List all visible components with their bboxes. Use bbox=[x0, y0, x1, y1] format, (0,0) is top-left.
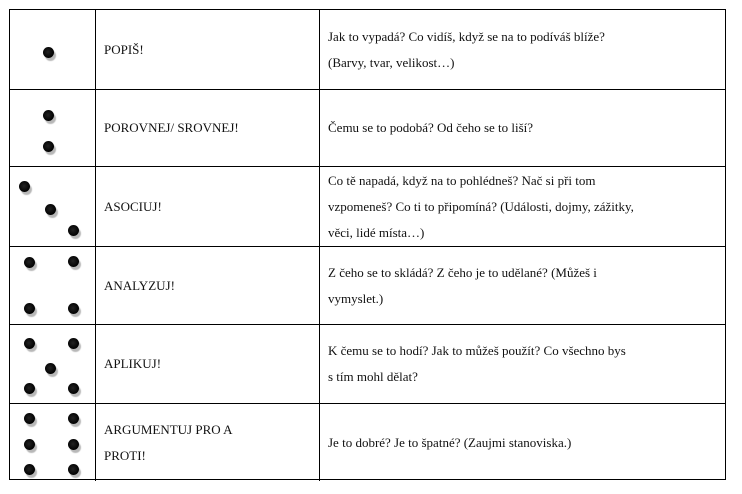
dice-face-2 bbox=[10, 90, 96, 166]
question-line: Z čeho se to skládá? Z čeho je to udělané? (Můžeš i bbox=[328, 264, 597, 280]
question-cell bbox=[320, 10, 725, 89]
dot-icon bbox=[24, 413, 35, 424]
dice-face-6 bbox=[10, 404, 96, 481]
table-row bbox=[10, 403, 725, 481]
dot-icon bbox=[24, 464, 35, 475]
action-label: ASOCIUJ! bbox=[104, 198, 162, 214]
question-line: Co tě napadá, když na to pohlédneš? Nač si při tom bbox=[328, 172, 596, 188]
action-cell bbox=[96, 404, 320, 481]
table-row bbox=[10, 89, 725, 166]
action-cell bbox=[96, 167, 320, 246]
question-cell bbox=[320, 90, 725, 166]
dot-icon bbox=[68, 464, 79, 475]
question-cell bbox=[320, 247, 725, 324]
table-row bbox=[10, 324, 725, 403]
question-line: s tím mohl dělat? bbox=[328, 369, 418, 384]
action-cell bbox=[96, 325, 320, 403]
question-line: vzpomeneš? Co ti to připomíná? (Události, dojmy, zážitky, bbox=[328, 198, 634, 214]
dot-icon bbox=[24, 338, 35, 349]
dot-icon bbox=[68, 439, 79, 450]
thinking-cube-table bbox=[9, 9, 726, 480]
question-line: vymyslet.) bbox=[328, 290, 384, 306]
dot-icon bbox=[68, 413, 79, 424]
question-line: věci, lidé místa…) bbox=[328, 224, 425, 240]
action-label: APLIKUJ! bbox=[104, 356, 162, 371]
dot-icon bbox=[24, 439, 35, 450]
question-line: Je to dobré? Je to špatné? (Zaujmi stanoviska.) bbox=[328, 434, 572, 450]
dot-icon bbox=[45, 204, 56, 215]
dot-icon bbox=[19, 181, 30, 192]
dice-face-5 bbox=[10, 325, 96, 403]
dot-icon bbox=[68, 338, 79, 349]
action-label: ARGUMENTUJ PRO A bbox=[104, 421, 233, 437]
dot-icon bbox=[68, 383, 79, 394]
dot-icon bbox=[68, 303, 79, 314]
dot-icon bbox=[24, 383, 35, 394]
dot-icon bbox=[45, 363, 56, 374]
question-cell bbox=[320, 325, 725, 403]
dice-face-3 bbox=[10, 167, 96, 246]
dice-face-1 bbox=[10, 10, 96, 89]
action-label: PROTI! bbox=[104, 447, 146, 463]
dot-icon bbox=[24, 257, 35, 268]
action-label: ANALYZUJ! bbox=[104, 277, 175, 293]
question-line: K čemu se to hodí? Jak to můžeš použít? Co všechno bys bbox=[328, 343, 626, 358]
question-line: (Barvy, tvar, velikost…) bbox=[328, 54, 455, 70]
dot-icon bbox=[24, 303, 35, 314]
question-cell bbox=[320, 404, 725, 481]
action-label: POPIŠ! bbox=[104, 41, 144, 57]
dot-icon bbox=[43, 110, 54, 121]
question-line: Jak to vypadá? Co vidíš, když se na to podíváš blíže? bbox=[328, 28, 605, 44]
question-cell bbox=[320, 167, 725, 246]
dot-icon bbox=[43, 47, 54, 58]
action-cell bbox=[96, 10, 320, 89]
dot-icon bbox=[43, 141, 54, 152]
table-row bbox=[10, 166, 725, 246]
action-cell bbox=[96, 90, 320, 166]
dice-face-4 bbox=[10, 247, 96, 324]
table-row bbox=[10, 10, 725, 89]
action-label: POROVNEJ/ SROVNEJ! bbox=[104, 120, 239, 135]
action-cell bbox=[96, 247, 320, 324]
question-line: Čemu se to podobá? Od čeho se to liší? bbox=[328, 120, 534, 135]
dot-icon bbox=[68, 225, 79, 236]
dot-icon bbox=[68, 256, 79, 267]
table-row bbox=[10, 246, 725, 324]
